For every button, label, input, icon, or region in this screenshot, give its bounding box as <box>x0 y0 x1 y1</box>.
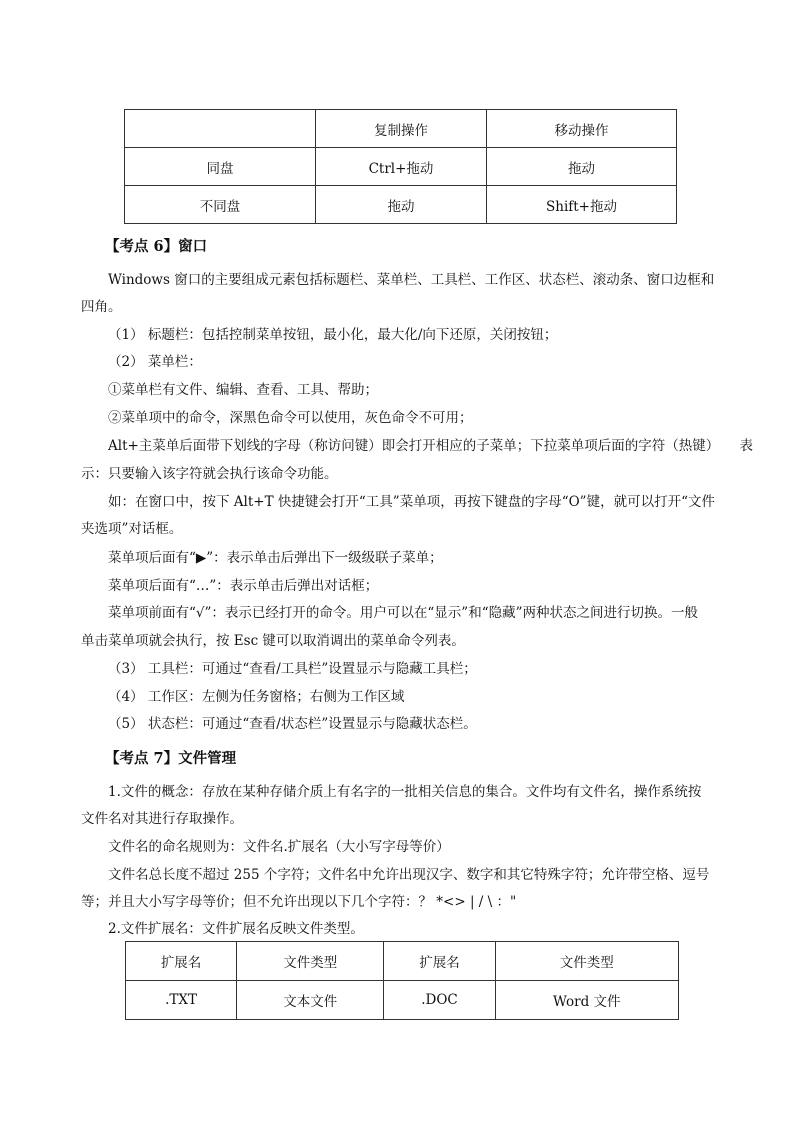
table-cell: 文本文件 <box>237 981 384 1020</box>
table-cell: 复制操作 <box>316 110 487 148</box>
table-row <box>125 186 677 224</box>
paragraph-line: 四角。 <box>81 299 122 315</box>
table-cell <box>125 110 316 148</box>
section-6-heading: 【考点 6】窗口 <box>105 238 208 255</box>
table-header-row <box>126 942 679 981</box>
table-cell: 不同盘 <box>125 186 316 224</box>
paragraph-line: 单击菜单项就会执行，按 Esc 键可以取消调出的菜单命令列表。 <box>81 633 465 649</box>
table-cell: 移动操作 <box>487 110 677 148</box>
file-extension-table <box>125 941 679 1020</box>
copy-move-table <box>124 109 677 224</box>
paragraph-line: 菜单项后面有“▶”：表示单击后弹出下一级级联子菜单； <box>108 550 443 566</box>
paragraph-line: （3） 工具栏：可通过“查看/工具栏”设置显示与隐藏工具栏； <box>108 661 477 677</box>
paragraph-line: 文件名总长度不超过 255 个字符；文件名中允许出现汉字、数字和其它特殊字符；允许带空格、逗号 <box>108 867 710 883</box>
paragraph-line: Alt+主菜单后面带下划线的字母（称访问键）即会打开相应的子菜单；下拉菜单项后面的字符（热键） 表 <box>108 438 754 454</box>
paragraph-line: 如：在窗口中，按下 Alt+T 快捷键会打开“工具”菜单项，再按下键盘的字母“O”键，就可以打开“文件 <box>108 494 715 510</box>
paragraph-line: ①菜单栏有文件、编辑、查看、工具、帮助； <box>108 382 378 398</box>
paragraph-line: 示：只要输入该字符就会执行该命令功能。 <box>81 466 338 482</box>
table-row <box>126 981 679 1020</box>
table-cell: 拖动 <box>487 148 677 186</box>
paragraph-line: （1） 标题栏：包括控制菜单按钮，最小化，最大化/向下还原，关闭按钮； <box>108 327 558 343</box>
paragraph-line: 1.文件的概念：存放在某种存储介质上有名字的一批相关信息的集合。文件均有文件名，操作系统按 <box>108 784 702 800</box>
table-cell: .DOC <box>384 981 495 1020</box>
paragraph-line: 等；并且大小写字母等价；但不允许出现以下几个字符：？ *<> | / \ ：" <box>81 894 517 910</box>
paragraph-line: （4） 工作区：左侧为任务窗格；右侧为工作区域 <box>108 689 405 705</box>
table-cell: 文件类型 <box>237 942 384 981</box>
paragraph-line: 文件名的命名规则为：文件名.扩展名（大小写字母等价） <box>108 839 450 855</box>
table-cell: Word 文件 <box>495 981 678 1020</box>
table-cell: Shift+拖动 <box>487 186 677 224</box>
paragraph-line: 文件名对其进行存取操作。 <box>81 811 243 827</box>
section-7-heading: 【考点 7】文件管理 <box>105 750 237 767</box>
table-cell: 拖动 <box>316 186 487 224</box>
table-cell: 扩展名 <box>126 942 237 981</box>
table-header-row <box>125 110 677 148</box>
table-cell: 文件类型 <box>495 942 678 981</box>
paragraph-line: 菜单项后面有“…”：表示单击后弹出对话框； <box>108 578 379 594</box>
paragraph-line: 2.文件扩展名：文件扩展名反映文件类型。 <box>108 921 364 937</box>
paragraph-line: 菜单项前面有“√”：表示已经打开的命令。用户可以在“显示”和“隐藏”两种状态之间进行切换。一般 <box>108 605 699 621</box>
paragraph-line: ②菜单项中的命令，深黑色命令可以使用，灰色命令不可用； <box>108 410 473 426</box>
table-row <box>125 148 677 186</box>
paragraph-line: （5） 状态栏：可通过“查看/状态栏”设置显示与隐藏状态栏。 <box>108 716 477 732</box>
paragraph-line: （2） 菜单栏： <box>108 354 202 370</box>
table-cell: Ctrl+拖动 <box>316 148 487 186</box>
table-cell: .TXT <box>126 981 237 1020</box>
table-cell: 扩展名 <box>384 942 495 981</box>
paragraph-line: 夹选项”对话框。 <box>81 521 183 537</box>
paragraph-line: Windows 窗口的主要组成元素包括标题栏、菜单栏、工具栏、工作区、状态栏、滚动条、窗口边框和 <box>108 272 715 288</box>
table-cell: 同盘 <box>125 148 316 186</box>
